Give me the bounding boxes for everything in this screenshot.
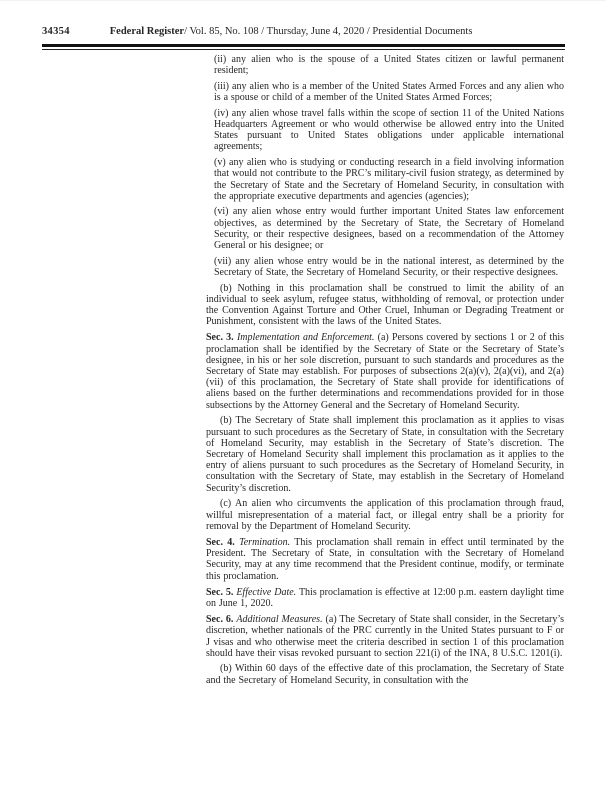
clause-v: (v) any alien who is studying or conducting research in a field involving information that would not contribute to the PRC’s military-civil fusion strategy, as determined by the Secretary of State and the Secretary of Homeland Security, in consultation with the appropriate executive departments and agencies (agencies); [214, 157, 564, 202]
section-6-label: Sec. 6. [206, 614, 234, 626]
paragraph-3b: (b) The Secretary of State shall implement this proclamation as it applies to visas pursuant to such procedures as the Secretary of State, in consultation with the Secretary of Homeland Security, may establish in the Secretary of State’s discretion. The Secretary of Homeland Security shall implement this proclamation as it applies to the entry of aliens pursuant to such procedures as the Secretary of Homeland Security, in consultation with the Secretary of State, may establish in the Secretary of Homeland Security’s discretion. [206, 415, 564, 494]
section-3-paragraph [206, 332, 564, 410]
document-body [206, 54, 564, 690]
running-header-line [42, 26, 565, 38]
section-4-paragraph [206, 537, 564, 582]
running-header [42, 26, 565, 50]
clause-iv: (iv) any alien whose travel falls within the scope of section 11 of the United Nations Headquarters Agreement or who would otherwise be allowed entry into the United States pursuant to United States obligations under applicable international agreements; [214, 107, 564, 153]
paragraph-6b: (b) Within 60 days of the effective date of this proclamation, the Secretary of State and the Secretary of Homeland Security, in consultation with the [206, 663, 564, 686]
section-5-text: This proclamation is effective at 12:00 p.m. eastern daylight time on June 1, 2020. [206, 586, 564, 609]
clause-vii: (vii) any alien whose entry would be in the national interest, as determined by the Secretary of State, the Secretary of Homeland Security, or their respective designees. [214, 255, 564, 278]
journal-name: Federal Register [109, 26, 185, 37]
issue-info: / Vol. 85, No. 108 / Thursday, June 4, 2020 / Presidential Documents [184, 26, 473, 37]
section-4-title: Termination. [239, 536, 291, 548]
header-title [110, 26, 473, 38]
clause-iii: (iii) any alien who is a member of the United States Armed Forces and any alien who is a spouse or child of a member of the United States Armed Forces; [214, 80, 564, 104]
section-5-paragraph [206, 587, 564, 609]
section-6-text: (a) The Secretary of State shall consider, in the Secretary’s discretion, whether nationals of the PRC currently in the United States pursuant to F or J visas and who otherwise meet the criteria described in section 1 of this proclamation should have their visas revoked pursuant to section 221(i) of the INA, 8 U.S.C. 1201(i). [206, 614, 565, 659]
section-4-label: Sec. 4. [206, 536, 235, 548]
header-rule-thick [42, 44, 565, 47]
clause-ii: (ii) any alien who is the spouse of a United States citizen or lawful permanent resident; [214, 54, 564, 77]
section-4-text: This proclamation shall remain in effect until terminated by the President. The Secretary of State, in consultation with the Secretary of Homeland Security, may at any time recommend that the President continue, modify, or terminate this proclamation. [206, 536, 564, 582]
section-6-title: Additional Measures. [236, 614, 323, 626]
clause-vi: (vi) any alien whose entry would further important United States law enforcement objectives, as determined by the Secretary of State, the Secretary of Homeland Security, or their respective designees, based on a recommendation of the Attorney General or his designee; or [214, 206, 564, 252]
section-3-text: (a) Persons covered by sections 1 or 2 of this proclamation shall be identified by the Secretary of State or the Secretary of State’s designee, in his or her sole discretion, pursuant to such standards and procedures as the Secretary of State may establish. For purposes of subsections 2(a)(v), 2(a)(vi), and 2(a)(vii) of this proclamation, the Secretary of State shall provide for identifications of aliens based on the further determinations and recommendations provided for in those subsections by the Attorney General and the Secretary of Homeland Security. [206, 332, 564, 411]
header-rule-thin [42, 49, 565, 50]
paragraph-2b: (b) Nothing in this proclamation shall be construed to limit the ability of an individual to seek asylum, refugee status, withholding of removal, or protection under the Convention Against Torture and Other Cruel, Inhuman or Degrading Treatment or Punishment, consistent with the laws of the United States. [206, 282, 564, 328]
paragraph-3c: (c) An alien who circumvents the application of this proclamation through fraud, willful misrepresentation of a material fact, or illegal entry shall be a priority for removal by the Department of Homeland Security. [206, 498, 564, 532]
section-5-label: Sec. 5. [206, 586, 234, 598]
page-number: 34354 [42, 26, 70, 37]
section-3-label: Sec. 3. [206, 332, 234, 344]
section-3-title: Implementation and Enforcement. [236, 332, 375, 344]
section-6-paragraph [206, 614, 564, 659]
section-5-title: Effective Date. [236, 586, 297, 598]
